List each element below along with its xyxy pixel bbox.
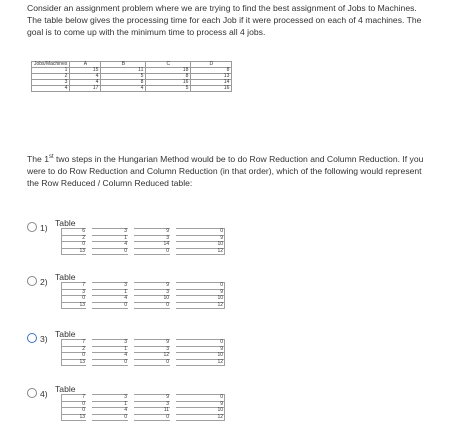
ordinal-suffix: st <box>48 154 54 160</box>
table-cell: 9 <box>131 340 173 347</box>
table-cell: 16 <box>191 86 232 92</box>
table-cell: 5 <box>101 74 146 80</box>
table-cell: 4 <box>70 74 101 80</box>
table-cell: 0 <box>89 414 131 421</box>
table-cell: 10 <box>173 242 225 249</box>
table-cell: 12 <box>131 353 173 360</box>
table-cell: 13 <box>62 302 90 309</box>
table-cell: 0 <box>62 408 90 415</box>
answer-option-1[interactable] <box>27 218 447 268</box>
instruction-part: two steps in the Hungarian Method would be to do Row Reduction and Column Reduction. If you were to do Row Reduction and Column Reduction (in that order), which of the following would represent the Row Reduced / Column Reduced table: <box>27 154 424 189</box>
table-cell: 9 <box>131 283 173 290</box>
option-table <box>61 339 225 366</box>
table-cell: 0 <box>89 248 131 255</box>
table-cell: 4 <box>32 86 70 92</box>
table-cell: 0 <box>173 395 225 402</box>
table-cell: 3 <box>131 289 173 296</box>
table-header-cell: A <box>70 62 101 68</box>
table-row <box>62 302 225 309</box>
table-cell: 9 <box>131 395 173 402</box>
table-cell: 3 <box>131 401 173 408</box>
table-cell: 4 <box>70 80 101 86</box>
table-cell: 0 <box>131 414 173 421</box>
table-header-cell: D <box>191 62 232 68</box>
table-row <box>62 248 225 255</box>
answer-option-4[interactable] <box>27 384 447 434</box>
table-cell: 10 <box>173 353 225 360</box>
table-cell: 1 <box>89 346 131 353</box>
option-label: Table <box>55 272 76 282</box>
table-cell: 1 <box>89 235 131 242</box>
table-cell: 2 <box>32 74 70 80</box>
table-cell: 12 <box>173 414 225 421</box>
option-table <box>61 394 225 421</box>
table-cell: 10 <box>173 296 225 303</box>
radio-button[interactable] <box>27 388 37 398</box>
table-cell: 7 <box>62 340 90 347</box>
instruction-part: The 1 <box>27 154 49 164</box>
table-cell: 0 <box>173 229 225 236</box>
table-cell: 0 <box>131 248 173 255</box>
table-cell: 4 <box>101 86 146 92</box>
table-cell: 9 <box>173 401 225 408</box>
table-cell: 3 <box>131 346 173 353</box>
table-cell: 3 <box>89 340 131 347</box>
table-cell: 0 <box>62 242 90 249</box>
option-table <box>61 282 225 309</box>
table-cell: 9 <box>173 235 225 242</box>
table-cell: 12 <box>173 302 225 309</box>
table-cell: 14 <box>191 80 232 86</box>
question-text <box>27 2 427 39</box>
radio-button[interactable] <box>27 333 37 343</box>
table-cell: 0 <box>62 296 90 303</box>
table-cell: 3 <box>89 229 131 236</box>
table-cell: 18 <box>146 68 191 74</box>
table-cell: 0 <box>131 302 173 309</box>
option-number: 2) <box>40 277 48 287</box>
table-cell: 3 <box>89 395 131 402</box>
table-row <box>32 86 232 92</box>
radio-button[interactable] <box>27 276 37 286</box>
table-cell: 4 <box>89 296 131 303</box>
option-label: Table <box>55 329 76 339</box>
table-header-cell: C <box>146 62 191 68</box>
table-cell: 5 <box>146 86 191 92</box>
table-cell: 10 <box>173 408 225 415</box>
table-cell: 11 <box>101 68 146 74</box>
table-cell: 13 <box>191 74 232 80</box>
table-cell: 13 <box>62 359 90 366</box>
option-label: Table <box>55 218 76 228</box>
table-cell: 12 <box>173 248 225 255</box>
processing-time-table <box>31 61 232 92</box>
option-number: 1) <box>40 223 48 233</box>
table-cell: 1 <box>32 68 70 74</box>
table-header-cell: Jobs/Machines <box>32 62 70 68</box>
table-cell: 10 <box>131 296 173 303</box>
table-cell: 9 <box>173 346 225 353</box>
table-row <box>62 359 225 366</box>
table-cell: 12 <box>173 359 225 366</box>
table-cell: 11 <box>131 408 173 415</box>
table-cell: 4 <box>89 408 131 415</box>
table-cell: 1 <box>89 401 131 408</box>
table-cell: 13 <box>62 248 90 255</box>
table-cell: 8 <box>146 74 191 80</box>
option-number: 4) <box>40 389 48 399</box>
table-cell: 3 <box>32 80 70 86</box>
answer-option-3[interactable] <box>27 329 447 379</box>
table-cell: 13 <box>62 414 90 421</box>
table-cell: 6 <box>62 229 90 236</box>
table-cell: 0 <box>62 353 90 360</box>
table-cell: 0 <box>173 340 225 347</box>
table-cell: 15 <box>70 68 101 74</box>
radio-button[interactable] <box>27 222 37 232</box>
question-paragraph: Consider an assignment problem where we are trying to find the best assignment of Jobs to Machines. The table below gives the processing time for each Job if it were processed on each of 4 machines. The goal is to come up with the minimum time to process all 4 jobs. <box>27 3 422 38</box>
table-cell: 8 <box>191 68 232 74</box>
table-cell: 9 <box>173 289 225 296</box>
table-cell: 8 <box>101 80 146 86</box>
table-header-cell: B <box>101 62 146 68</box>
table-cell: 2 <box>62 346 90 353</box>
answer-option-2[interactable] <box>27 272 447 322</box>
instruction-text <box>27 153 427 190</box>
table-cell: 7 <box>62 395 90 402</box>
table-body <box>32 68 232 92</box>
table-cell: 14 <box>131 242 173 249</box>
table-cell: 0 <box>131 359 173 366</box>
table-cell: 0 <box>62 401 90 408</box>
option-label: Table <box>55 384 76 394</box>
table-cell: 2 <box>62 235 90 242</box>
table-cell: 0 <box>173 283 225 290</box>
option-number: 3) <box>40 334 48 344</box>
table-cell: 3 <box>89 283 131 290</box>
table-cell: 3 <box>62 289 90 296</box>
table-cell: 9 <box>131 229 173 236</box>
table-row <box>62 414 225 421</box>
instruction-paragraph <box>27 153 427 190</box>
option-table <box>61 228 225 255</box>
table-cell: 0 <box>89 302 131 309</box>
table-cell: 4 <box>89 353 131 360</box>
table-cell: 17 <box>70 86 101 92</box>
table-cell: 16 <box>146 80 191 86</box>
table-cell: 0 <box>89 359 131 366</box>
table-cell: 4 <box>89 242 131 249</box>
table-cell: 7 <box>62 283 90 290</box>
table-cell: 1 <box>89 289 131 296</box>
table-cell: 3 <box>131 235 173 242</box>
